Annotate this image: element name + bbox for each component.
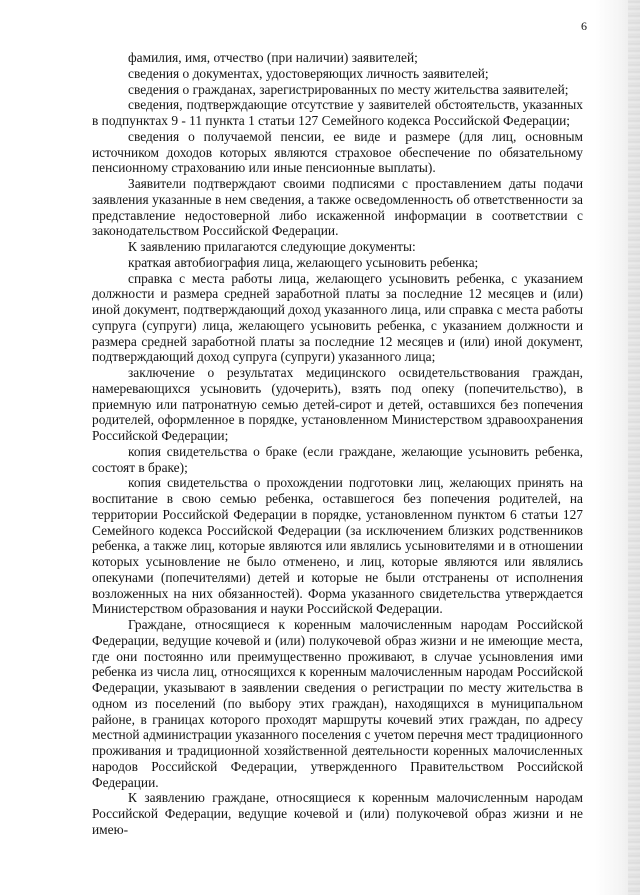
paragraph-signature-confirmation: Заявители подтверждают своими подписями с проставлением даты подачи заявления указанные в нем сведения, а также осведомленность об ответственности за представление недостоверной либо искаженной информации в соответствии с законодательством Российской Федерации.: [92, 176, 583, 239]
paragraph-autobiography: краткая автобиография лица, желающего усыновить ребенка;: [128, 254, 479, 270]
paragraph-pension-info: сведения о получаемой пенсии, ее виде и размере (для лиц, основным источником доходов которых являются страховое обеспечение по обязательному пенсионному страхованию или иные пенсионные выплаты).: [92, 128, 583, 176]
scan-edge-shadow: [628, 0, 640, 895]
paragraph-indigenous-peoples: Граждане, относящиеся к коренным малочисленным народам Российской Федерации, ведущие кочевой и (или) полукочевой образ жизни и не имеющие места, где они постоянно или преимущественно проживают, в случае усыновления ими ребенка из числа лиц, относящихся к коренным малочисленным народам Российской Федерации, указывают в заявлении сведения о регистрации по месту жительства в одном из поселений (по выбору этих граждан), находящихся в муниципальном районе, в границах которого проходят маршруты кочевий этих граждан, по адресу местной администрации указанного поселения с учетом перечня мест традиционного проживания и традиционной хозяйственной деятельности коренных малочисленных народов Российской Федерации, утвержденного Правительством Российской Федерации.: [92, 617, 583, 790]
paragraph-indigenous-attachment: К заявлению граждане, относящиеся к коренным малочисленным народам Российской Федерации, ведущие кочевой и (или) полукочевой образ жизни и не имею-: [92, 790, 583, 837]
paragraph-employment-certificate: справка с места работы лица, желающего усыновить ребенка, с указанием должности и размера средней заработной платы за последние 12 месяцев и (или) иной документ, подтверждающий доход указанного лица, или справка с места работы супруга (супруги) лица, желающего усыновить ребенка, с указанием должности и размера средней заработной платы за последние 12 месяцев и (или) иной документ, подтверждающий доход супруга (супруги) указанного лица;: [92, 270, 583, 365]
paragraph-registered-citizens: сведения о гражданах, зарегистрированных по месту жительства заявителей;: [128, 81, 569, 97]
paragraph-applicant-names: фамилия, имя, отчество (при наличии) заявителей;: [128, 50, 418, 65]
document-body: [92, 50, 583, 838]
paragraph-medical-report: заключение о результатах медицинского освидетельствования граждан, намеревающихся усыновить (удочерить), взять под опеку (попечительство), в приемную или патронатную семью детей-сирот и детей, оставшихся без попечения родителей, оформленное в порядке, установленном Министерством здравоохранения Российской Федерации;: [92, 365, 583, 443]
paragraph-identity-documents: сведения о документах, удостоверяющих личность заявителей;: [128, 65, 489, 81]
paragraph-attached-documents-intro: К заявлению прилагаются следующие документы:: [128, 239, 416, 254]
paragraph-training-certificate: копия свидетельства о прохождении подготовки лиц, желающих принять на воспитание в свою семью ребенка, оставшегося без попечения родителей, на территории Российской Федерации в порядке, установленном пунктом 6 статьи 127 Семейного кодекса Российской Федерации (за исключением близких родственников ребенка, а также лиц, которые являются или являлись усыновителями и в отношении которых усыновление не было отменено, и лиц, которые являются или являлись опекунами (попечителями) детей и которые не были отстранены от исполнения возложенных на них обязанностей). Форма указанного свидетельства утверждается Министерством образования и науки Российской Федерации.: [92, 475, 583, 617]
paragraph-marriage-certificate: копия свидетельства о браке (если граждане, желающие усыновить ребенка, состоят в браке);: [92, 443, 583, 475]
paragraph-absence-of-circumstances: сведения, подтверждающие отсутствие у заявителей обстоятельств, указанных в подпунктах 9 - 11 пункта 1 статьи 127 Семейного кодекса Российской Федерации;: [92, 97, 583, 128]
page-number: 6: [581, 19, 587, 33]
